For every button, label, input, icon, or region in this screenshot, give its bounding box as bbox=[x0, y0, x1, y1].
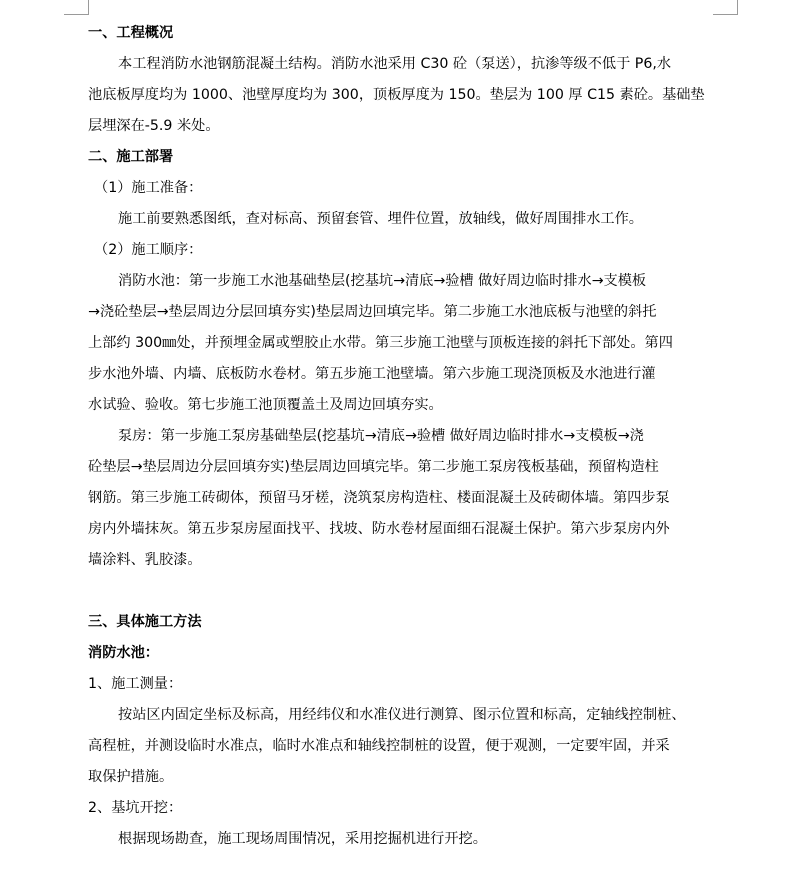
paragraph-line: 按站区内固定坐标及标高，用经纬仪和水准仪进行测算、图示位置和标高，定轴线控制桩、 bbox=[118, 707, 686, 723]
paragraph-line: 施工前要熟悉图纸，查对标高、预留套管、埋件位置，放轴线，做好周围排水工作。 bbox=[118, 211, 643, 227]
paragraph-line: 房内外墙抹灰。第五步泵房屋面找平、找坡、防水卷材屋面细石混凝土保护。第六步泵房内外 bbox=[88, 521, 670, 537]
paragraph-line: 墙涂料、乳胶漆。 bbox=[88, 552, 202, 568]
margin-corner-mark bbox=[713, 14, 737, 15]
paragraph-line: 本工程消防水池钢筋混凝土结构。消防水池采用 C30 砼（泵送），抗渗等级不低于 P6,水 bbox=[118, 56, 672, 72]
list-item-excavation: 2、基坑开挖： bbox=[88, 800, 183, 816]
paragraph-line: 池底板厚度均为 1000、池壁厚度均为 300，顶板厚度为 150。垫层为 100 厚 C15 素砼。基础垫 bbox=[88, 87, 705, 103]
margin-corner-mark bbox=[64, 14, 88, 15]
subheading-preparation: （1）施工准备： bbox=[94, 180, 203, 196]
paragraph-line: 步水池外墙、内墙、底板防水卷材。第五步施工池壁墙。第六步施工现浇顶板及水池进行灌 bbox=[88, 366, 656, 382]
subheading-sequence: （2）施工顺序： bbox=[94, 242, 203, 258]
paragraph-line: 上部约 300㎜处，并预埋金属或塑胶止水带。第三步施工池壁与顶板连接的斜托下部处。第四 bbox=[88, 335, 673, 351]
section-heading-deployment: 二、施工部署 bbox=[88, 149, 174, 165]
paragraph-line: 砼垫层→垫层周边分层回填夯实)垫层周边回填完毕。第二步施工泵房筏板基础，预留构造柱 bbox=[88, 459, 659, 475]
paragraph-line: 层埋深在-5.9 米处。 bbox=[88, 118, 220, 134]
list-item-survey: 1、施工测量： bbox=[88, 676, 183, 692]
margin-corner-mark bbox=[737, 0, 738, 15]
margin-corner-mark bbox=[88, 0, 89, 15]
paragraph-line: 钢筋。第三步施工砖砌体，预留马牙槎，浇筑泵房构造柱、楼面混凝土及砖砌体墙。第四步泵 bbox=[88, 490, 670, 506]
paragraph-line: 根据现场勘查，施工现场周围情况，采用挖掘机进行开挖。 bbox=[118, 831, 487, 847]
section-heading-overview: 一、工程概况 bbox=[88, 25, 174, 41]
paragraph-line: 泵房：第一步施工泵房基础垫层(挖基坑→清底→验槽 做好周边临时排水→支模板→浇 bbox=[118, 428, 644, 444]
paragraph-line: 高程桩，并测设临时水准点，临时水准点和轴线控制桩的设置，便于观测，一定要牢固，并采 bbox=[88, 738, 670, 754]
document-body[interactable] bbox=[88, 18, 740, 855]
paragraph-line: →浇砼垫层→垫层周边分层回填夯实)垫层周边回填完毕。第二步施工水池底板与池壁的斜托 bbox=[88, 304, 657, 320]
paragraph-line: 取保护措施。 bbox=[88, 769, 174, 785]
blank-line bbox=[88, 576, 740, 607]
paragraph-line: 水试验、验收。第七步施工池顶覆盖土及周边回填夯实。 bbox=[88, 397, 443, 413]
section-heading-methods: 三、具体施工方法 bbox=[88, 614, 202, 630]
subheading-fire-pool: 消防水池： bbox=[88, 645, 159, 661]
paragraph-line: 消防水池：第一步施工水池基础垫层(挖基坑→清底→验槽 做好周边临时排水→支模板 bbox=[118, 273, 647, 289]
